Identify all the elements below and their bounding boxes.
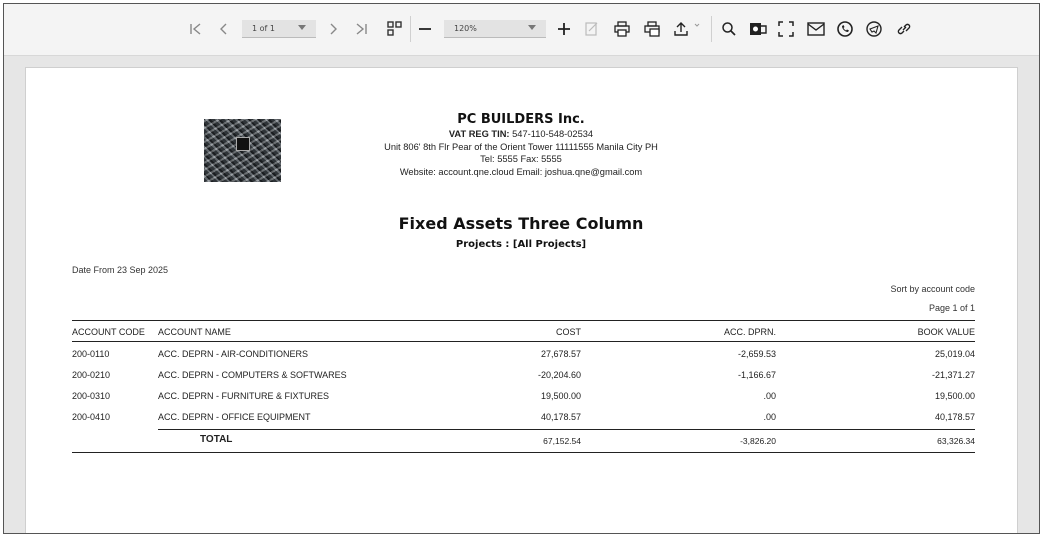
row-account-name: ACC. DEPRN - AIR-CONDITIONERS: [158, 349, 309, 359]
page-select-value: 1 of 1: [252, 24, 275, 33]
company-phone: Tel: 5555 Fax: 5555: [480, 154, 562, 164]
copy-link-icon[interactable]: [893, 18, 915, 40]
next-page-icon[interactable]: [325, 18, 341, 40]
row-book-value: 25,019.04: [934, 349, 975, 359]
row-acc-dprn: -1,166.67: [737, 370, 776, 380]
telegram-icon[interactable]: [863, 18, 885, 40]
total-acc-dprn: -3,826.20: [740, 436, 776, 446]
page-info: Page 1 of 1: [928, 303, 975, 313]
print-current-page-icon[interactable]: [641, 18, 663, 40]
table-rule-top: [72, 320, 975, 321]
row-acc-dprn: .00: [763, 391, 776, 401]
row-cost: 19,500.00: [540, 391, 581, 401]
company-logo: [204, 119, 281, 182]
row-account-code: 200-0310: [72, 391, 111, 401]
chevron-down-icon: [298, 25, 306, 30]
row-cost: 40,178.57: [540, 412, 581, 422]
export-menu-icon[interactable]: [693, 14, 701, 36]
row-book-value: 40,178.57: [934, 412, 975, 422]
report-page: [25, 67, 1018, 534]
vat-line: [326, 128, 716, 141]
row-account-code: 200-0410: [72, 412, 111, 422]
zoom-select[interactable]: [444, 20, 546, 38]
page-select[interactable]: [242, 20, 316, 38]
date-from: Date From 23 Sep 2025: [72, 265, 169, 275]
last-page-icon[interactable]: [351, 18, 371, 40]
row-acc-dprn: .00: [763, 412, 776, 422]
email-icon[interactable]: [805, 18, 827, 40]
fullscreen-icon[interactable]: [775, 18, 797, 40]
vat-value: 547-110-548-02534: [512, 129, 594, 139]
total-label: TOTAL: [200, 434, 233, 445]
total-book-value: 63,326.34: [937, 436, 975, 446]
row-account-code: 200-0110: [72, 349, 110, 359]
prev-page-icon[interactable]: [216, 18, 232, 40]
row-account-code: 200-0210: [72, 370, 111, 380]
company-header: [326, 112, 716, 178]
row-account-name: ACC. DEPRN - FURNITURE & FIXTURES: [158, 391, 330, 401]
total-rule-top: [158, 429, 975, 430]
row-book-value: 19,500.00: [934, 391, 975, 401]
total-cost: 67,152.54: [543, 436, 581, 446]
export-icon[interactable]: [670, 18, 692, 40]
header-account-name: ACCOUNT NAME: [158, 327, 231, 337]
toolbar-divider: [410, 16, 411, 42]
chevron-down-icon: [528, 25, 536, 30]
company-name: PC BUILDERS Inc.: [457, 112, 585, 127]
viewer-toolbar: [4, 4, 1039, 56]
row-book-value: -21,371.27: [931, 370, 975, 380]
report-subtitle: Projects : [All Projects]: [455, 239, 587, 250]
table-rule-header: [72, 341, 975, 342]
company-address: Unit 806' 8th Flr Pear of the Orient Tower 11111555 Manila City PH: [384, 141, 658, 152]
whatsapp-icon[interactable]: [834, 18, 856, 40]
row-account-name: ACC. DEPRN - OFFICE EQUIPMENT: [158, 412, 311, 422]
header-book-value: BOOK VALUE: [917, 327, 975, 337]
edit-icon[interactable]: [581, 18, 603, 40]
row-cost: 27,678.57: [540, 349, 581, 359]
report-viewer: [3, 3, 1040, 534]
row-acc-dprn: -2,659.53: [737, 349, 776, 359]
vat-label: VAT REG TIN:: [448, 129, 510, 139]
outlook-icon[interactable]: [747, 18, 769, 40]
search-icon[interactable]: [718, 18, 740, 40]
thumbnails-icon[interactable]: [384, 18, 406, 40]
print-icon[interactable]: [611, 18, 633, 40]
zoom-in-icon[interactable]: [553, 18, 575, 40]
row-account-name: ACC. DEPRN - COMPUTERS & SOFTWARES: [158, 370, 347, 380]
sort-by: Sort by account code: [890, 284, 975, 294]
row-cost: -20,204.60: [537, 370, 581, 380]
zoom-out-icon[interactable]: [414, 18, 436, 40]
toolbar-divider: [711, 16, 712, 42]
header-acc-dprn: ACC. DPRN.: [723, 327, 776, 337]
company-website: Website: account.qne.cloud Email: joshua.qne@gmail.com: [399, 166, 643, 177]
report-title: Fixed Assets Three Column: [398, 214, 644, 233]
first-page-icon[interactable]: [186, 18, 206, 40]
zoom-select-value: 120%: [454, 24, 477, 33]
header-cost: COST: [555, 327, 581, 337]
header-account-code: ACCOUNT CODE: [72, 327, 145, 337]
total-rule-bottom: [72, 452, 975, 453]
